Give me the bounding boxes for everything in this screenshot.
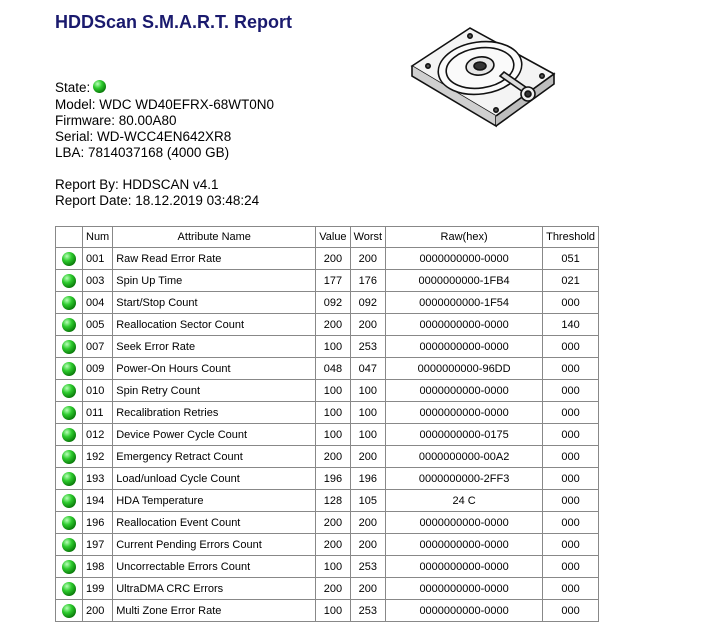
attribute-worst: 100: [350, 402, 386, 424]
status-cell: [56, 446, 83, 468]
attribute-value: 100: [316, 402, 350, 424]
state-line: [55, 80, 106, 96]
attribute-raw: 0000000000-0000: [386, 534, 543, 556]
attribute-value: 200: [316, 578, 350, 600]
attribute-value: 100: [316, 556, 350, 578]
attribute-value: 196: [316, 468, 350, 490]
status-cell: [56, 468, 83, 490]
attribute-worst: 100: [350, 424, 386, 446]
table-row: [56, 424, 599, 446]
attribute-raw: 0000000000-0000: [386, 600, 543, 622]
table-header-row: [56, 227, 599, 248]
status-ok-icon: [62, 296, 76, 310]
attribute-num: 196: [83, 512, 113, 534]
serial-line: Serial: WD-WCC4EN642XR8: [55, 129, 232, 144]
attribute-num: 200: [83, 600, 113, 622]
attribute-name: Raw Read Error Rate: [113, 248, 316, 270]
header-raw-hex: Raw(hex): [386, 227, 543, 248]
attribute-name: Power-On Hours Count: [113, 358, 316, 380]
attribute-num: 004: [83, 292, 113, 314]
attribute-threshold: 000: [543, 424, 599, 446]
state-ok-icon: [93, 80, 106, 93]
status-ok-icon: [62, 362, 76, 376]
attribute-name: UltraDMA CRC Errors: [113, 578, 316, 600]
status-cell: [56, 534, 83, 556]
status-cell: [56, 314, 83, 336]
report-date-line: Report Date: 18.12.2019 03:48:24: [55, 193, 260, 208]
attribute-value: 092: [316, 292, 350, 314]
hard-drive-illustration-icon: [408, 20, 558, 160]
firmware-line: Firmware: 80.00A80: [55, 113, 177, 128]
attribute-value: 128: [316, 490, 350, 512]
attribute-num: 009: [83, 358, 113, 380]
status-ok-icon: [62, 494, 76, 508]
table-row: [56, 292, 599, 314]
header-attribute-name: Attribute Name: [113, 227, 316, 248]
attribute-value: 100: [316, 600, 350, 622]
state-label: State:: [55, 80, 91, 95]
table-row: [56, 358, 599, 380]
attribute-num: 012: [83, 424, 113, 446]
table-row: [56, 248, 599, 270]
status-cell: [56, 358, 83, 380]
attribute-worst: 105: [350, 490, 386, 512]
attribute-worst: 253: [350, 600, 386, 622]
attribute-num: 193: [83, 468, 113, 490]
attribute-threshold: 051: [543, 248, 599, 270]
attribute-value: 100: [316, 380, 350, 402]
attribute-raw: 24 C: [386, 490, 543, 512]
attribute-raw: 0000000000-0000: [386, 380, 543, 402]
status-ok-icon: [62, 472, 76, 486]
attribute-num: 003: [83, 270, 113, 292]
table-row: [56, 490, 599, 512]
lba-line: LBA: 7814037168 (4000 GB): [55, 145, 230, 160]
attribute-num: 198: [83, 556, 113, 578]
smart-attributes-table: [55, 226, 599, 622]
attribute-value: 200: [316, 534, 350, 556]
status-cell: [56, 402, 83, 424]
attribute-worst: 253: [350, 556, 386, 578]
header-value: Value: [316, 227, 350, 248]
attribute-worst: 200: [350, 314, 386, 336]
attribute-num: 011: [83, 402, 113, 424]
attribute-worst: 196: [350, 468, 386, 490]
attribute-threshold: 021: [543, 270, 599, 292]
attribute-name: Recalibration Retries: [113, 402, 316, 424]
header-num: Num: [83, 227, 113, 248]
attribute-threshold: 000: [543, 292, 599, 314]
attribute-name: Spin Retry Count: [113, 380, 316, 402]
table-row: [56, 314, 599, 336]
table-row: [56, 468, 599, 490]
status-ok-icon: [62, 428, 76, 442]
attribute-value: 200: [316, 314, 350, 336]
attribute-name: Reallocation Event Count: [113, 512, 316, 534]
attribute-threshold: 000: [543, 358, 599, 380]
attribute-raw: 0000000000-0175: [386, 424, 543, 446]
attribute-worst: 047: [350, 358, 386, 380]
status-cell: [56, 556, 83, 578]
attribute-value: 200: [316, 248, 350, 270]
status-ok-icon: [62, 538, 76, 552]
attribute-threshold: 000: [543, 490, 599, 512]
attribute-threshold: 000: [543, 578, 599, 600]
table-row: [56, 336, 599, 358]
attribute-num: 007: [83, 336, 113, 358]
table-row: [56, 446, 599, 468]
table-row: [56, 402, 599, 424]
status-cell: [56, 380, 83, 402]
attribute-worst: 200: [350, 534, 386, 556]
report-title: HDDScan S.M.A.R.T. Report: [55, 12, 293, 32]
attribute-worst: 200: [350, 578, 386, 600]
header-worst: Worst: [350, 227, 386, 248]
attribute-worst: 100: [350, 380, 386, 402]
table-row: [56, 578, 599, 600]
attribute-name: Load/unload Cycle Count: [113, 468, 316, 490]
attribute-value: 100: [316, 424, 350, 446]
attribute-raw: 0000000000-00A2: [386, 446, 543, 468]
attribute-name: Spin Up Time: [113, 270, 316, 292]
attribute-raw: 0000000000-96DD: [386, 358, 543, 380]
table-row: [56, 556, 599, 578]
attribute-value: 200: [316, 446, 350, 468]
attribute-raw: 0000000000-0000: [386, 248, 543, 270]
attribute-value: 100: [316, 336, 350, 358]
attribute-threshold: 000: [543, 556, 599, 578]
header-threshold: Threshold: [543, 227, 599, 248]
attribute-num: 005: [83, 314, 113, 336]
status-cell: [56, 600, 83, 622]
report-by-line: Report By: HDDSCAN v4.1: [55, 177, 219, 192]
attribute-name: Start/Stop Count: [113, 292, 316, 314]
status-ok-icon: [62, 582, 76, 596]
attribute-threshold: 000: [543, 468, 599, 490]
attribute-raw: 0000000000-2FF3: [386, 468, 543, 490]
status-ok-icon: [62, 604, 76, 618]
attribute-name: Current Pending Errors Count: [113, 534, 316, 556]
attribute-num: 197: [83, 534, 113, 556]
attribute-worst: 200: [350, 446, 386, 468]
attribute-threshold: 000: [543, 512, 599, 534]
table-row: [56, 534, 599, 556]
status-cell: [56, 490, 83, 512]
attribute-worst: 200: [350, 512, 386, 534]
table-row: [56, 380, 599, 402]
attribute-name: Emergency Retract Count: [113, 446, 316, 468]
attribute-threshold: 000: [543, 380, 599, 402]
model-line: Model: WDC WD40EFRX-68WT0N0: [55, 97, 275, 112]
attribute-raw: 0000000000-0000: [386, 336, 543, 358]
attribute-num: 194: [83, 490, 113, 512]
attribute-num: 010: [83, 380, 113, 402]
header-status: [56, 227, 83, 248]
attribute-num: 001: [83, 248, 113, 270]
attribute-threshold: 000: [543, 534, 599, 556]
attribute-value: 177: [316, 270, 350, 292]
attribute-worst: 092: [350, 292, 386, 314]
attribute-raw: 0000000000-1FB4: [386, 270, 543, 292]
attribute-raw: 0000000000-0000: [386, 578, 543, 600]
attribute-raw: 0000000000-1F54: [386, 292, 543, 314]
attribute-name: Uncorrectable Errors Count: [113, 556, 316, 578]
status-ok-icon: [62, 516, 76, 530]
status-cell: [56, 424, 83, 446]
attribute-threshold: 140: [543, 314, 599, 336]
attribute-name: Seek Error Rate: [113, 336, 316, 358]
status-cell: [56, 270, 83, 292]
attribute-raw: 0000000000-0000: [386, 556, 543, 578]
status-ok-icon: [62, 252, 76, 266]
status-cell: [56, 248, 83, 270]
attribute-name: Reallocation Sector Count: [113, 314, 316, 336]
attribute-num: 199: [83, 578, 113, 600]
attribute-raw: 0000000000-0000: [386, 402, 543, 424]
status-cell: [56, 292, 83, 314]
status-ok-icon: [62, 560, 76, 574]
table-row: [56, 600, 599, 622]
attribute-worst: 200: [350, 248, 386, 270]
status-ok-icon: [62, 318, 76, 332]
status-ok-icon: [62, 384, 76, 398]
status-ok-icon: [62, 406, 76, 420]
attribute-value: 048: [316, 358, 350, 380]
attribute-threshold: 000: [543, 600, 599, 622]
table-row: [56, 270, 599, 292]
attribute-raw: 0000000000-0000: [386, 512, 543, 534]
attribute-value: 200: [316, 512, 350, 534]
attribute-threshold: 000: [543, 446, 599, 468]
attribute-worst: 176: [350, 270, 386, 292]
status-cell: [56, 336, 83, 358]
attribute-raw: 0000000000-0000: [386, 314, 543, 336]
table-row: [56, 512, 599, 534]
attribute-num: 192: [83, 446, 113, 468]
attribute-threshold: 000: [543, 336, 599, 358]
attribute-worst: 253: [350, 336, 386, 358]
status-ok-icon: [62, 274, 76, 288]
status-ok-icon: [62, 450, 76, 464]
status-cell: [56, 512, 83, 534]
status-cell: [56, 578, 83, 600]
attribute-name: HDA Temperature: [113, 490, 316, 512]
attribute-name: Device Power Cycle Count: [113, 424, 316, 446]
attribute-threshold: 000: [543, 402, 599, 424]
status-ok-icon: [62, 340, 76, 354]
attribute-name: Multi Zone Error Rate: [113, 600, 316, 622]
